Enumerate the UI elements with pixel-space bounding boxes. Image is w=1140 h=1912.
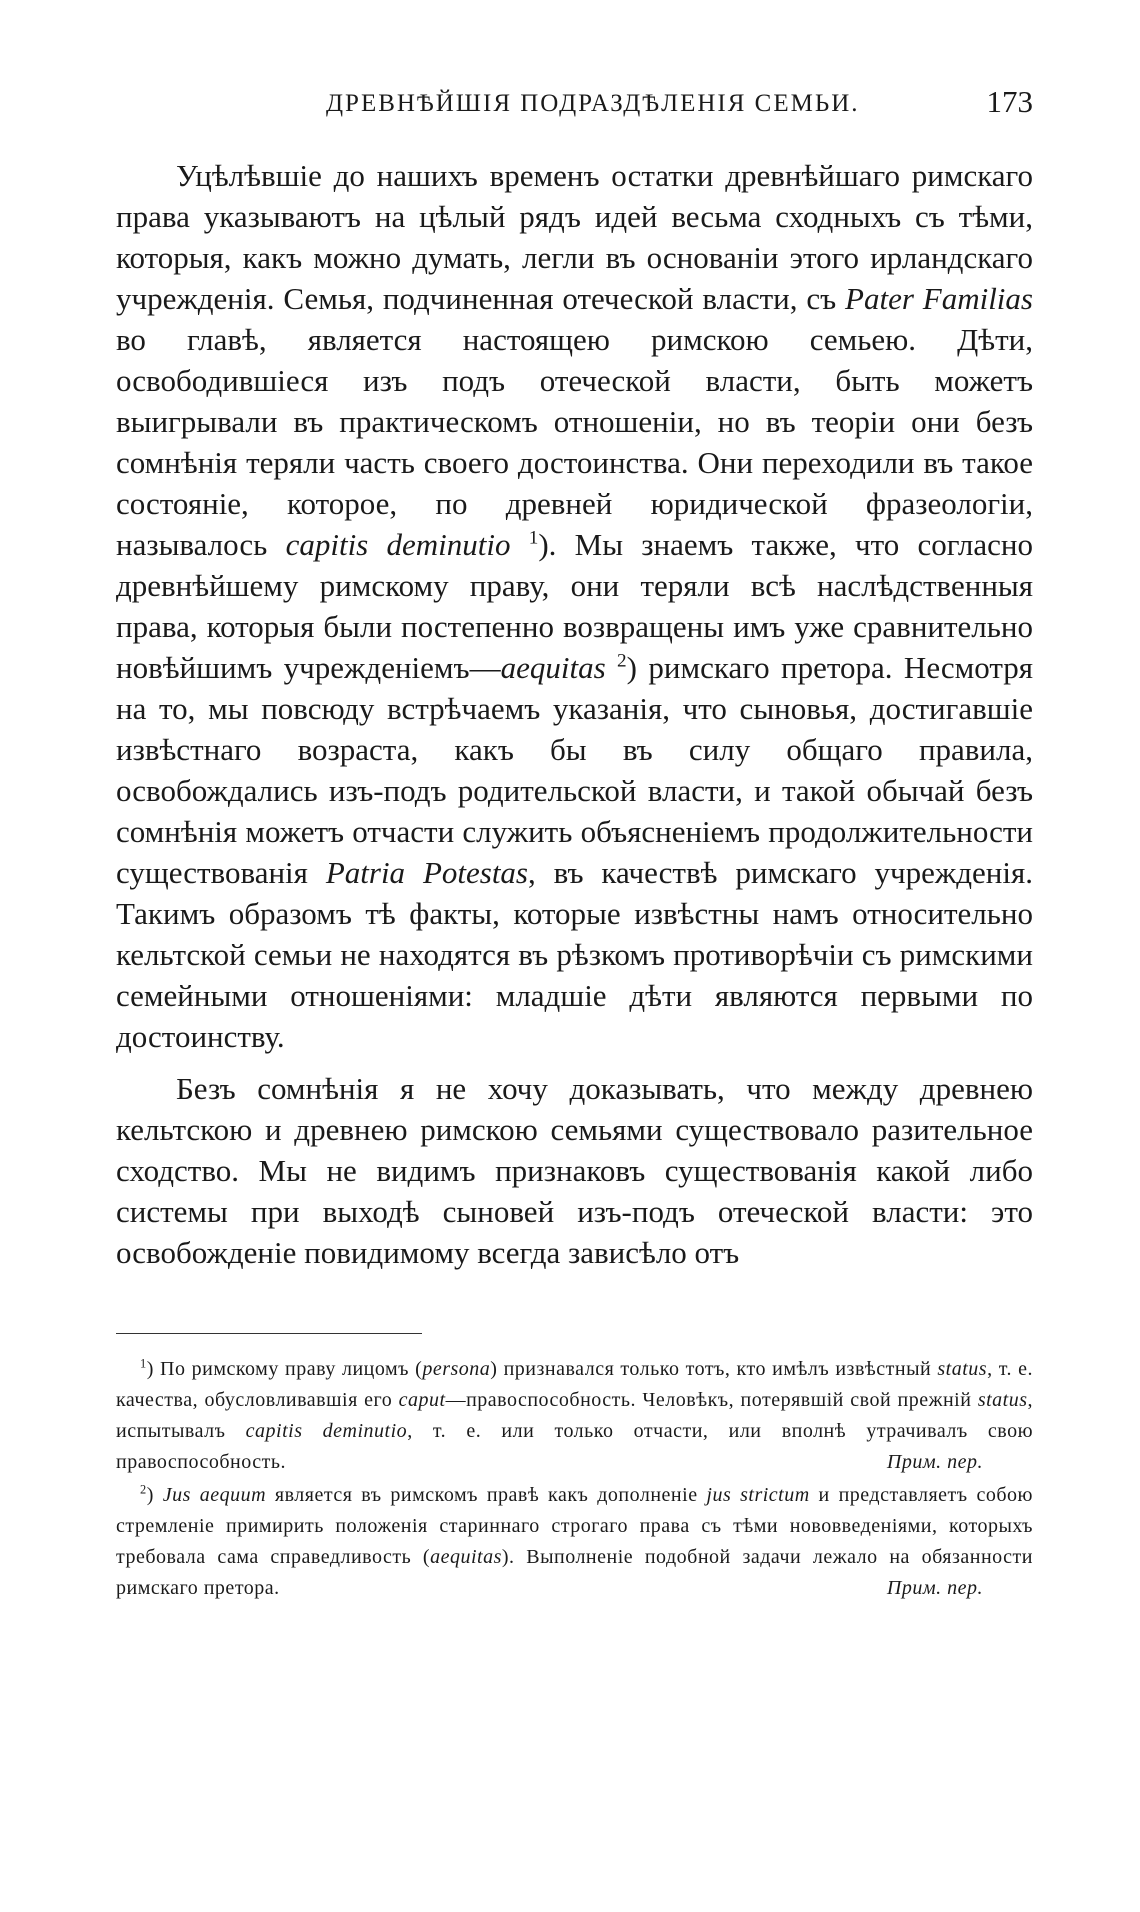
text-run: , т. е. или только отчасти, или вполнѣ утрачивалъ свою правоспособность. [116, 1420, 1034, 1473]
footnote-mark: 2 [140, 1482, 147, 1497]
footnotes [116, 1354, 1033, 1604]
latin-term: persona [422, 1358, 491, 1380]
text-run: , т. е. качества, обусловливавшія его [116, 1358, 1033, 1411]
translator-note-sig: Прим. пер. [886, 1451, 983, 1473]
paragraph-1 [116, 155, 1033, 1057]
text-run: , испытывалъ [116, 1389, 1033, 1442]
text-run: —правоспособность. Человѣкъ, потерявшій свой прежній [445, 1389, 978, 1411]
text-run: ) римскаго претора. Несмотря на то, мы повсюду встрѣчаемъ указанія, что сыновья, достигавшіе извѣстнаго возраста, какъ бы въ силу общаго правила, освобождались изъ-подъ родительской власти, и такой обычай безъ сомнѣнія можетъ отчасти служить объясненіемъ продолжительности существованія [116, 650, 1034, 890]
text-run: Уцѣлѣвшіе до нашихъ временъ остатки древнѣйшаго римскаго права указываютъ на цѣлый рядъ идей весьма сходныхъ съ тѣми, которыя, какъ можно думать, легли въ основаніи этого ирландскаго учрежденія. Семья, подчиненная отеческой власти, съ [116, 158, 1033, 316]
page-header [116, 84, 1033, 130]
latin-term: Patria Potestas [325, 855, 528, 890]
page-number: 173 [986, 84, 1033, 119]
latin-term: aequitas [430, 1546, 502, 1568]
footnote-divider [116, 1333, 422, 1334]
footnote-2 [116, 1480, 1033, 1604]
text-run: является въ римскомъ правѣ какъ дополненіе [266, 1484, 707, 1506]
latin-term: jus strictum [706, 1484, 810, 1506]
footnote-ref-2: 2 [617, 650, 627, 672]
text-run: , въ качествѣ римскаго учрежденія. Такимъ образомъ тѣ факты, которые извѣстны намъ относительно кельтской семьи не находятся въ рѣзкомъ противорѣчіи съ римскими семейными отношеніями: младшіе дѣти являются первыми по достоинству. [116, 855, 1033, 1054]
text-run: и представляетъ собою стремленіе примирить положенія стариннаго строгаго права съ тѣми нововведеніями, которыхъ требовала сама справедливость ( [116, 1484, 1033, 1568]
translator-note-sig: Прим. пер. [886, 1577, 983, 1599]
text-run: ). Выполненіе подобной задачи лежало на обязанности римскаго претора. [116, 1546, 1034, 1599]
paragraph-2: Безъ сомнѣнія я не хочу доказывать, что между древнею кельтскою и древнею римскою семьями существовало разительное сходство. Мы не видимъ признаковъ существованія какой либо системы при выходѣ сыновей изъ-подъ отеческой власти: это освобожденіе повидимому всегда зависѣло отъ [116, 1071, 1033, 1270]
footnote-mark: 1 [140, 1356, 147, 1371]
latin-term: capitis deminutio [285, 527, 511, 562]
text-run: ). Мы знаемъ также, что согласно древнѣйшему римскому праву, они теряли всѣ наслѣдственныя права, которыя были постепенно возвращены имъ уже сравнительно новѣйшимъ учрежденіемъ— [116, 527, 1033, 685]
text-run: ) признавался только тотъ, кто имѣлъ извѣстный [490, 1358, 938, 1380]
running-title: ДРЕВНѢЙШІЯ ПОДРАЗДѢЛЕНІЯ СЕМЬИ. [326, 90, 860, 117]
latin-term: Pater Familias [845, 281, 1033, 316]
latin-term: caput [398, 1389, 446, 1411]
latin-term: status [937, 1358, 988, 1380]
text-run: во главѣ, является настоящею римскою семьею. Дѣти, освободившіеся изъ подъ отеческой власти, быть можетъ выигрывали въ практическомъ отношеніи, но въ теоріи они безъ сомнѣнія теряли часть своего достоинства. Они переходили въ такое состояніе, которое, по древней юридической фразеологіи, называлось [116, 322, 1033, 562]
text-run: ) По римскому праву лицомъ ( [146, 1358, 423, 1380]
latin-term: Jus aequum [162, 1484, 267, 1506]
latin-term: status [977, 1389, 1028, 1411]
footnote-ref-1: 1 [528, 527, 539, 549]
main-text [116, 155, 1033, 1273]
latin-term: capitis deminutio [245, 1420, 408, 1442]
footnote-1 [116, 1354, 1033, 1478]
latin-term: aequitas [500, 650, 606, 685]
text-run: ) [146, 1484, 163, 1506]
